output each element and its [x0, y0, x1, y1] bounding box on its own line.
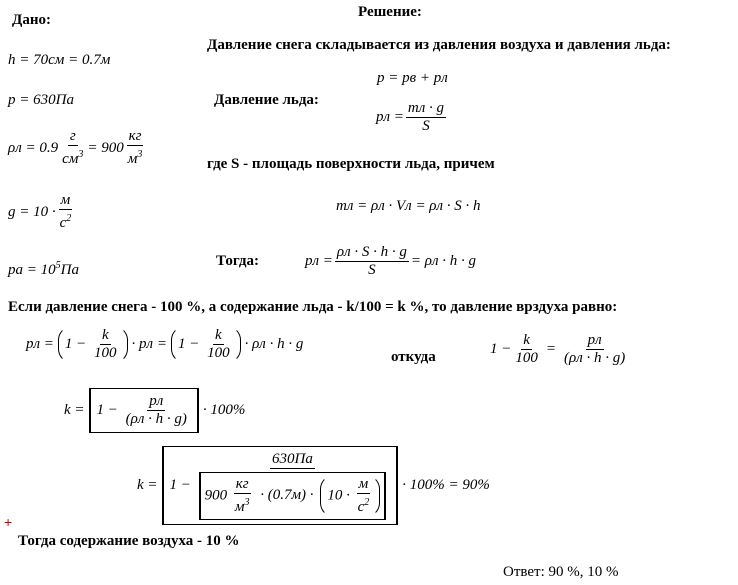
paren-group	[320, 475, 380, 517]
equation-ice-pressure-final	[305, 244, 476, 279]
fraction-numerator: м	[358, 476, 369, 492]
fraction-denominator: 100	[94, 345, 117, 361]
paren-group	[171, 326, 241, 363]
fraction-denominator: (ρл · h · g)	[125, 411, 187, 427]
equation-ice-mass: mл = ρл · Vл = ρл · S · h	[336, 198, 481, 214]
fraction-numerator: mл · g	[407, 100, 445, 116]
equation-rhs: = ρл · h · g	[410, 253, 477, 269]
fraction-numerator: кг	[235, 476, 249, 492]
fraction-rho-s-h-g	[335, 244, 409, 279]
fraction-denominator	[197, 469, 389, 520]
fraction-k-100	[513, 332, 540, 367]
fraction-numerator: pл	[587, 332, 602, 348]
term-one: 1 −	[96, 401, 118, 418]
fraction-pl-rhohg	[562, 332, 627, 367]
fraction-denominator: $с^2$	[59, 213, 72, 231]
fraction-denominator: S	[422, 118, 430, 134]
term-one: 1 −	[64, 335, 87, 352]
fraction-kg-m3	[233, 476, 252, 516]
fraction-numerator: k	[523, 332, 530, 348]
given-atm-pressure: pа = $10^5Па$	[8, 260, 79, 278]
equation-end: · ρл · h · g	[244, 336, 304, 352]
solution-text-4: Тогда содержание воздуха - 10 %	[18, 533, 240, 549]
equation-mid: · pл =	[131, 336, 167, 352]
fraction-k-100	[92, 327, 119, 362]
term-one: 1 −	[490, 341, 512, 357]
solution-text-2: где S - площадь поверхности льда, причем	[207, 156, 495, 172]
equation-lhs: k =	[64, 402, 85, 418]
given-pressure: p = 630Па	[8, 92, 74, 108]
equation-lhs: pл =	[376, 109, 404, 125]
fraction-g-cm3	[60, 128, 85, 168]
solution-title: Решение:	[358, 4, 422, 20]
fraction-denominator: S	[368, 262, 376, 278]
red-plus-marker: +	[4, 514, 13, 530]
given-gravity-lhs: g = 10 ·	[8, 203, 56, 220]
value-height: · (0.7м) ·	[260, 487, 314, 504]
fraction-numerator: k	[215, 327, 222, 343]
bracket-group	[162, 446, 399, 525]
fraction-denominator: $с^2$	[357, 497, 370, 515]
given-ice-density	[8, 128, 146, 168]
fraction-m-s2	[356, 476, 372, 516]
given-title: Дано:	[12, 12, 51, 28]
fraction-denominator: (ρл · h · g)	[564, 350, 626, 366]
fraction-denominator: $м^3$	[127, 149, 143, 167]
equals-sign: =	[545, 341, 556, 357]
fraction-denominator: 100	[207, 345, 230, 361]
fraction-denominator: $см^3$	[62, 149, 84, 167]
equation-ice-pressure	[376, 100, 448, 135]
solution-text-1: Давление снега складывается из давления воздуха и давления льда:	[207, 37, 671, 53]
fraction-numerator: ρл · S · h · g	[336, 244, 407, 260]
fraction-numerator: кг	[128, 128, 142, 144]
equation-k-formula	[64, 388, 245, 433]
fraction-kg-m3	[126, 128, 145, 168]
fraction-numerator: pл	[149, 393, 164, 409]
equation-total-pressure: p = pв + pл	[377, 70, 448, 86]
equation-end: · 100%	[202, 402, 246, 418]
fraction-numerator: м	[60, 192, 71, 208]
value-900: 900	[204, 487, 228, 504]
equation-percent-relation	[26, 326, 303, 363]
inner-bracket	[199, 472, 387, 520]
solution-text-3: Если давление снега - 100 %, а содержание льда - k/100 = k %, то давление врздуха равно:	[8, 299, 618, 315]
fraction-k-100	[205, 327, 232, 362]
given-height: h = 70см = 0.7м	[8, 52, 111, 68]
fraction-m-s2	[58, 192, 74, 232]
equation-end: · 100% = 90%	[402, 477, 490, 493]
fraction-numerator: 630Па	[272, 451, 313, 467]
fraction-mg-s	[406, 100, 446, 135]
fraction-denominator: 100	[515, 350, 538, 366]
value-10: 10 ·	[327, 487, 350, 504]
term-one: 1 −	[177, 335, 200, 352]
fraction-numerator: г	[69, 128, 76, 144]
whence-label: откуда	[391, 349, 436, 365]
paren-group	[58, 326, 128, 363]
equation-lhs: k =	[137, 477, 158, 493]
given-ice-density-mid: = 900	[87, 139, 124, 156]
equation-ratio	[490, 332, 629, 367]
equation-lhs: pл =	[26, 336, 54, 352]
answer: Ответ: 90 %, 10 %	[503, 564, 619, 580]
fraction-numeric	[197, 451, 389, 520]
equation-lhs: pл =	[305, 253, 333, 269]
term-one: 1 −	[169, 476, 191, 493]
given-gravity	[8, 192, 75, 232]
fraction-denominator: $м^3$	[234, 497, 250, 515]
fraction-pl-rhohg	[124, 393, 189, 428]
given-ice-density-lhs: ρл = 0.9	[8, 139, 59, 156]
ice-pressure-label: Давление льда:	[214, 92, 319, 108]
then-label: Тогда:	[216, 253, 259, 269]
bracket-group	[89, 388, 199, 433]
fraction-numerator: k	[101, 327, 109, 343]
equation-k-numeric	[137, 446, 490, 525]
